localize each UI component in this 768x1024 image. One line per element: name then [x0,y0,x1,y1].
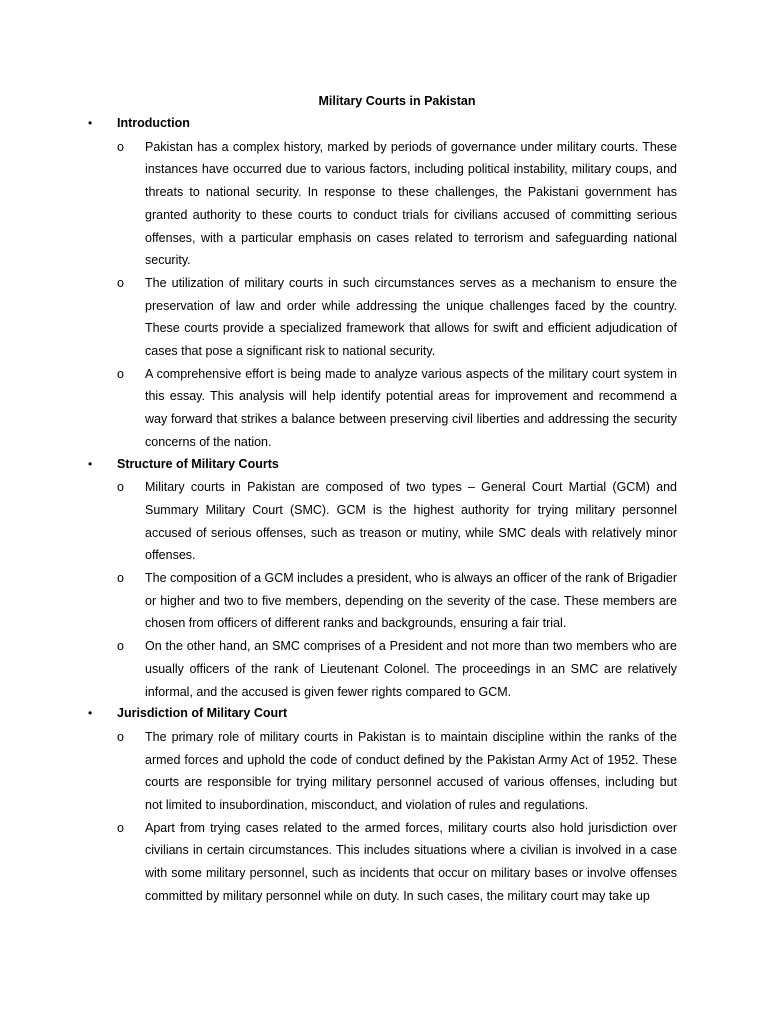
list-item [0,817,768,908]
outline-section [0,454,768,704]
list-item [0,635,768,703]
section-heading: Introduction [117,116,190,130]
document-title: Military Courts in Pakistan [318,94,476,108]
bullet-icon: • [88,706,93,721]
list-item [0,726,768,817]
paragraph-text: Pakistan has a complex history, marked by periods of governance under military courts. These instances have occurred due to various factors, including political instability, military coups, and threats to national security. In response to these challenges, the Pakistani government has granted authority to these courts to conduct trials for civilians accused of committing serious offenses, with a particular emphasis on cases related to terrorism and safeguarding national security. [145,139,677,268]
section-heading: Jurisdiction of Military Court [117,706,288,721]
paragraph-text: Military courts in Pakistan are composed of two types – General Court Martial (GCM) and Summary Military Court (SMC). GCM is the highest authority for trying military personnel accused of serious offenses, such as treason or mutiny, while SMC deals with relatively minor offenses. [145,480,677,563]
bullet-icon: • [88,116,93,130]
sub-bullet-icon: o [117,639,124,654]
bullet-icon: • [88,456,93,471]
paragraph-text: The primary role of military courts in Pakistan is to maintain discipline within the ranks of the armed forces and uphold the code of conduct defined by the Pakistan Army Act of 1952. These courts are responsible for trying military personnel accused of various offenses, including but not limited to insubordination, misconduct, and violation of rules and regulations. [145,729,677,813]
section-heading-row [0,454,768,474]
sub-bullet-icon: o [117,275,124,290]
list-item [0,363,768,454]
section-heading-row [0,113,768,133]
sub-bullet-icon: o [117,729,124,744]
sub-bullet-icon: o [117,820,124,835]
paragraph-text: Apart from trying cases related to the armed forces, military courts also hold jurisdiction over civilians in certain circumstances. This includes situations where a civilian is involved in a case with some military personnel, such as incidents that occur on military bases or involve offenses committed by military personnel while on duty. In such cases, the military court may take up [145,820,677,903]
outline-section [0,703,768,907]
sub-bullet-icon: o [117,139,124,154]
section-heading: Structure of Military Courts [117,456,279,471]
list-item [0,136,768,272]
document-body [0,113,768,908]
sub-bullet-icon: o [117,571,124,586]
paragraph-text: The utilization of military courts in such circumstances serves as a mechanism to ensure the preservation of law and order while addressing the unique challenges faced by the country. These courts provide a specialized framework that allows for swift and efficient adjudication of cases that pose a significant risk to national security. [145,275,677,359]
paragraph-text: The composition of a GCM includes a president, who is always an officer of the rank of Brigadier or higher and two to five members, depending on the severity of the case. These members are chosen from officers of different ranks and backgrounds, ensuring a fair trial. [145,571,677,631]
list-item [0,272,768,363]
sub-bullet-icon: o [117,480,124,495]
paragraph-text: A comprehensive effort is being made to analyze various aspects of the military court system in this essay. This analysis will help identify potential areas for improvement and recommend a way forward that strikes a balance between preserving civil liberties and addressing the security concerns of the nation. [145,366,677,449]
paragraph-text: On the other hand, an SMC comprises of a President and not more than two members who are usually officers of the rank of Lieutenant Colonel. The proceedings in an SMC are relatively informal, and the accused is given fewer rights compared to GCM. [145,639,677,699]
list-item [0,567,768,635]
outline-section [0,113,768,454]
list-item [0,476,768,567]
sub-bullet-icon: o [117,366,124,381]
section-heading-row [0,703,768,723]
